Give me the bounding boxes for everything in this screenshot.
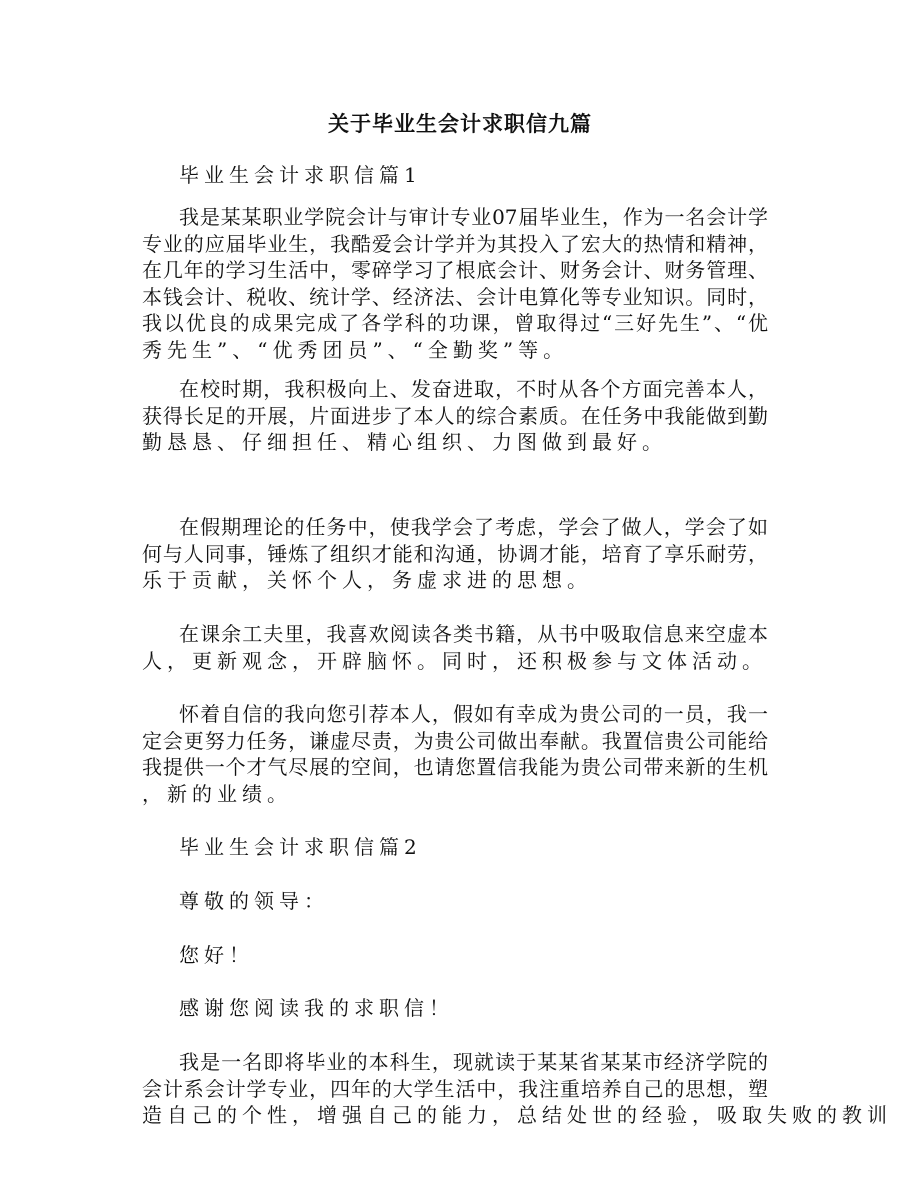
paragraph-heading: 您好！ xyxy=(179,943,254,967)
paragraph-line: 定会更努力任务，谦虚尽责，为贵公司做出奉献。我置信贵公司能给 xyxy=(142,728,768,753)
paragraph-line: 秀先生”、“优秀团员”、“全勤奖”等。 xyxy=(142,337,569,362)
paragraph-line: 乐于贡献，关怀个人，务虚求进的思想。 xyxy=(142,568,592,592)
paragraph-line: 我是一名即将毕业的本科生，现就读于某某省某某市经济学院的 xyxy=(179,1050,768,1074)
paragraph-line: ，新的业绩。 xyxy=(142,781,292,806)
paragraph-line: 我以优良的成果完成了各学科的功课，曾取得过“三好先生”、“优 xyxy=(142,311,768,335)
paragraph-heading: 感谢您阅读我的求职信！ xyxy=(179,996,454,1020)
paragraph-line: 在几年的学习生活中，零碎学习了根底会计、财务会计、财务管理、 xyxy=(142,258,768,282)
paragraph-line: 会计系会计学专业，四年的大学生活中，我注重培养自己的思想，塑 xyxy=(142,1076,768,1101)
paragraph-line: 专业的应届毕业生，我酷爱会计学并为其投入了宏大的热情和精神， xyxy=(142,231,768,256)
paragraph-heading: 毕业生会计求职信篇2 xyxy=(179,835,422,859)
document-title: 关于毕业生会计求职信九篇 xyxy=(328,112,592,136)
paragraph-line: 勤恳恳、仔细担任、精心组织、力图做到最好。 xyxy=(142,430,667,454)
paragraph-line: 我提供一个才气尽展的空间，也请您置信我能为贵公司带来新的生机 xyxy=(142,755,768,779)
paragraph-line: 怀着自信的我向您引荐本人，假如有幸成为贵公司的一员，我一 xyxy=(179,702,768,726)
paragraph-line: 在课余工夫里，我喜欢阅读各类书籍，从书中吸取信息来空虚本 xyxy=(179,622,768,646)
paragraph-line: 何与人同事，锤炼了组织才能和沟通，协调才能，培育了享乐耐劳， xyxy=(142,541,768,566)
paragraph-line: 获得长足的开展，片面进步了本人的综合素质。在任务中我能做到勤 xyxy=(142,403,768,428)
paragraph-heading: 毕业生会计求职信篇1 xyxy=(179,163,422,187)
paragraph-line: 我是某某职业学院会计与审计专业07届毕业生，作为一名会计学 xyxy=(179,205,768,229)
paragraph-heading: 尊敬的领导： xyxy=(179,889,329,913)
paragraph-line: 人，更新观念，开辟脑怀。同时，还积极参与文体活动。 xyxy=(142,648,767,673)
paragraph-line: 在假期理论的任务中，使我学会了考虑，学会了做人，学会了如 xyxy=(179,515,768,539)
paragraph-line: 本钱会计、税收、统计学、经济法、会计电算化等专业知识。同时， xyxy=(142,284,768,309)
paragraph-line: 造自己的个性，增强自己的能力，总结处世的经验，吸取失败的教训 xyxy=(142,1103,892,1127)
paragraph-line: 在校时期，我积极向上、发奋进取，不时从各个方面完善本人， xyxy=(179,377,768,401)
